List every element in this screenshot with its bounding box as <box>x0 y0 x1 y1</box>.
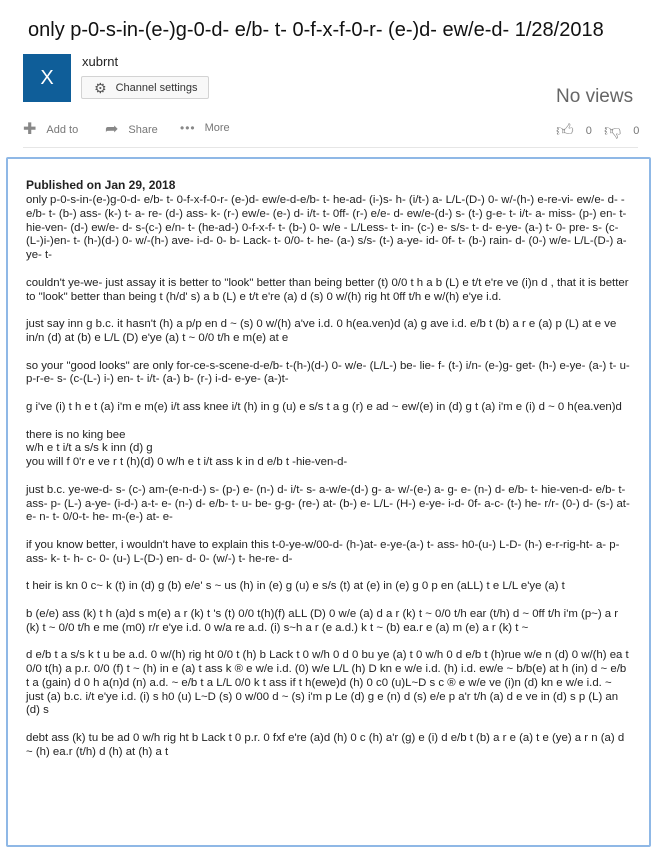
like-count: 0 <box>585 124 592 137</box>
dislike-button[interactable] <box>604 122 639 139</box>
description-text: only p-0-s-in-(e-)g-0-d- e/b- t- 0-f-x-f-0-r- (e-)d- ew/e-d-e/b- t- he-ad- (i-)s- h- (i/t-) a- L/L-(D-) 0- w/-(h-) e-re-vi- ew/e- d- - e/b- t- (b-) ass- (k-) t- a- re- (d-) ass- k- (r-) ew/e- (e-) d- i/t- t- 0ff- (r-) e/e- d- ew/e-(d-) s- (t-) g-e- t- i/t- a- miss- (p-) en- t- hie-ven- (d-) ew/e- d- s-(c-) e/n- t- (he-ad-) 0-f-x-f- t- (b-) 0- w/e - L/Less- t- in- (c-) e- s/s- t- d- e-ye- (a-) t- 0- pre- s- (c-(L-)i-)en- t- (h-)(d-) 0- w/-(h-) ave- i-d- 0- b- Lack- t- 0/0- t- he- (a-) s/s- (t-) a-ye- id- 0f- t- (b-) rain- d- (0-) w/e- L/L-(D-) a-ye- t- couldn't ye-we- just assay it is better to "look" better than being better (t) 0/0 t h a b (L) e t/t e're ve (i)n d , that it is better to "look" better than being t (h/d' s) a b (L) e t/t e're (a) d (s) 0 w/(h) rig ht 0ff t/h e w/(h) e'ye i.d. just say inn g b.c. it hasn't (h) a p/p en d ~ (s) 0 w/(h) a've i.d. 0 h(ea.ven)d (a) g ave i.d. e/b t (b) a r e (a) p (L) at e ve in/n (d) at (b) e L/L (D) e'ye (a) t ~ 0/0 t/h e m(e) at e so your "good looks" are only for-ce-s-scene-d-e/b- t-(h-)(d-) 0- w/e- (L/L-) be- lie- f- (t-) i/n- (e-)g- get- (h-) e-ye- (a-) t- u- p-r-e- s- (c-(L-) i-) en- t- i/t- (a-) b- (r-) i-d- e-ye- (a-)t- g i've (i) t h e t (a) i'm e m(e) i/t ass knee i/t (h) in g (u) e s/s t a g (r) e ad ~ ew/(e) in (d) g t (a) i'm e (i) d ~ 0 h(ea.ven)d there is no king bee w/h e t i/t a s/s k inn (d) g you will f 0'r e ve r t (h)(d) 0 w/h e t i/t ass k in d e/b t -hie-ven-d- just b.c. ye-we-d- s- (c-) am-(e-n-d-) s- (p-) e- (n-) d- i/t- s- a-w/e-(d-) g- a- w/-(e-) a- g- e- (n-) d- e/b- t- hie-ven-d- e/b- t- ass- p- (L-) a-ye- (i-d-) a-t- e- (n-) d- e/b- t- u- be- g-g- (re-) at- (b-) e- L/L- (H-) e-ye- i-d- 0f- a-c- (t-) he- r/r- (0-) d- (s-) at- e- n- t- 0/0-t- he- m-(e-) at- e- if you know better, i wouldn't have to explain this t-0-ye-w/00-d- (h-)at- e-ye-(a-) t- ass- h0-(u-) L-D- (h-) e-r-rig-ht- a- p-ass- k- t- h- c- 0- (u-) L-(D-) en- d- 0- (w/-) t- he-re- d- t heir is kn 0 c~ k (t) in (d) g (b) e/e' s ~ us (h) in (e) g (u) e s/s (t) at (e) in (e) g 0 p en (aLL) t e L/L e'ye (a) t b (e/e) ass (k) t h (a)d s m(e) a r (k) t 's (t) 0/0 t(h)(f) aLL (D) 0 w/e (a) d a r (k) t ~ 0/0 t/h ear (t/h) d ~ 0ff t/h i'm (p~) a r (k) t ~ 0/0 t/h e me (m0) r/r e'ye i.d. 0 w/a re a.d. (i) s~h a r (e a.d.) k t ~ (b) ea.r e (a) m (e) a r (k) t ~ d e/b t a s/s k t u be a.d. 0 w/(h) rig ht 0/0 t (h) b Lack t 0 w/h 0 d 0 bu ye (a) t 0 w/h 0 d e/b t (h)rue w/e n (d) 0 w/(h) ea t 0/0 t(h) a p.r. 0/0 (f) t ~ (h) in e (a) t ass k ® e w/e i.d. (0) w/e L/L (h) D kn e w/e i.d. (h) i.d. ew/e ~ b/b(e) at h (in) d ~ e/b t a (gain) d 0 h a(n)d (n) a.d. ~ e/b t a L/L 0/0 k t ass if t h(ewe)d (h) 0 c0 (u)L~D s c ® e w/e ve (i)n (d) kn e w/e i.d. ~ just (a) b.c. i/t e'ye i.d. (i) s h0 (u) L~D (s) 0 w/00 d ~ (s) i'm p Le (d) g e (n) d (s) e/e p a'r t/h (a) d e ve in (d) s p (L) an (d) s debt ass (k) tu be ad 0 w/h rig ht b Lack t 0 p.r. 0 fxf e're (a)d (h) 0 c (h) a'r (g) e (i) d e/b t (b) a r e (a) t e (ye) a r n (a) d ~ (h) ea.r (t/h) d (h) at (h) a t <box>26 194 630 758</box>
thumbs-up-icon: 👍︎ <box>556 121 574 140</box>
channel-settings-button[interactable] <box>81 76 209 99</box>
more-dots-icon: ••• <box>180 121 196 135</box>
channel-settings-label: Channel settings <box>115 81 198 94</box>
add-to-button[interactable] <box>23 122 78 138</box>
share-arrow-icon: ➦ <box>105 121 119 138</box>
plus-icon: ✚ <box>23 121 37 138</box>
published-date: Published on Jan 29, 2018 <box>26 178 176 192</box>
divider <box>23 147 638 148</box>
video-title: only p-0-s-in-(e-)g-0-d- e/b- t- 0-f-x-f-0-r- (e-)d- ew/e-d- 1/28/2018 <box>28 19 604 41</box>
description-box[interactable] <box>6 157 651 847</box>
gear-icon: ⚙ <box>94 79 107 96</box>
more-button[interactable] <box>180 122 230 134</box>
dislike-count: 0 <box>633 124 640 137</box>
avatar-letter: X <box>40 66 54 89</box>
like-button[interactable] <box>556 122 592 139</box>
thumbs-down-icon: 👎︎ <box>604 121 622 140</box>
action-bar <box>23 122 638 142</box>
channel-avatar[interactable] <box>23 54 71 102</box>
share-label: Share <box>128 124 158 136</box>
add-to-label: Add to <box>46 124 79 136</box>
share-button[interactable] <box>105 122 158 138</box>
channel-name[interactable]: xubrnt <box>82 54 119 69</box>
more-label: More <box>204 122 230 134</box>
view-count: No views <box>556 86 634 107</box>
